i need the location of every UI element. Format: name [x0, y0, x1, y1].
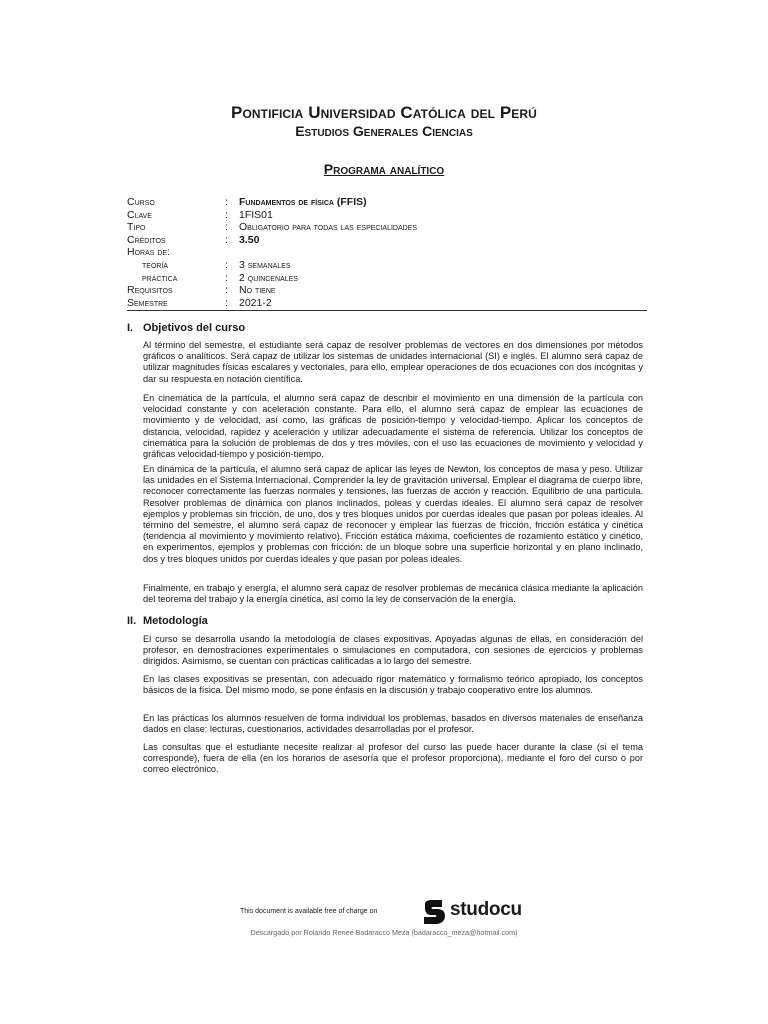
info-value: 1FIS01: [239, 208, 273, 221]
info-row-tipo: Tipo : Obligatorio para todas las especialidades: [127, 221, 418, 234]
info-row-teoria: teoría : 3 semanales: [127, 259, 647, 272]
info-label: Horas de:: [127, 246, 170, 259]
info-value: 3 semanales: [239, 258, 291, 271]
info-row-curso: Curso : Fundamentos de física (FFIS): [127, 196, 367, 208]
studocu-logo-icon[interactable]: [418, 900, 448, 926]
section-heading-metodologia: II. Metodología: [127, 615, 208, 627]
info-label: Curso: [127, 196, 155, 208]
info-row-horas: [127, 246, 647, 259]
paragraph: Al término del semestre, el estudiante será capaz de resolver problemas de vectores en dos dimensiones por métodos gráficos o analíticos. Será capaz de utilizar los sistemas de unidades internacional (SI) e inglés. El alumno será capaz de utilizar magnitudes físicas escalares y vectoriales, para ello, emplear operaciones de dos ecuaciones con dos incógnitas y dar su respuesta en notación científica.: [143, 340, 643, 384]
info-value: 3.50: [239, 233, 260, 246]
paragraph: En las clases expositivas se presentan, con adecuado rigor matemático y formalismo teórico apropiado, los conceptos básicos de la física. Del mismo modo, se pone énfasis en la discusión y trabajo cooperativo entre los alumnos.: [143, 674, 643, 696]
program-title: Programa analítico: [323, 161, 445, 177]
download-note: Descargado por Rolando Renee Badaracco Meza (badaracco_meza@hotmail.com): [250, 928, 518, 937]
info-value: No tiene: [239, 284, 276, 297]
paragraph: En las prácticas los alumnos resuelven de forma individual los problemas, basados en diversos materiales de enseñanza dados en clase: lecturas, cuestionarios, actividades desarrolladas por el profesor.: [143, 713, 643, 735]
info-label: Requisitos: [127, 284, 173, 297]
info-label: teoría: [142, 258, 169, 271]
university-title: Pontificia Universidad Católica del Perú: [231, 103, 537, 122]
info-value: 2021-2: [239, 296, 272, 309]
studocu-footer: [0, 898, 768, 928]
info-row-practica: práctica : 2 quincenales: [127, 272, 647, 285]
info-row-requisitos: Requisitos : No tiene: [127, 284, 276, 297]
info-row-semestre: Semestre : 2021-2: [127, 296, 272, 309]
info-label: Clave: [127, 208, 152, 221]
info-value: 2 quincenales: [239, 271, 298, 284]
course-info-table: [127, 196, 647, 311]
info-label: Créditos: [127, 233, 166, 246]
availability-note: This document is available free of charge on: [240, 908, 378, 915]
info-label: Tipo: [127, 221, 146, 234]
faculty-title: Estudios Generales Ciencias: [295, 123, 473, 139]
paragraph: Finalmente, en trabajo y energía, el alumno será capaz de resolver problemas de mecánica clásica mediante la aplicación del teorema del trabajo y la energía cinética, así como la ley de conservación de la energía.: [143, 583, 643, 605]
info-value: Obligatorio para todas las especialidades: [239, 221, 418, 234]
paragraph: Las consultas que el estudiante necesite realizar al profesor del curso las puede hacer durante la clase (si el tema corresponde), fuera de ella (en los horarios de asesoría que el profesor proporciona), mediante el foro del curso o por correo electrónico.: [143, 742, 643, 775]
info-row-creditos: Créditos : 3.50: [127, 233, 260, 246]
paragraph: El curso se desarrolla usando la metodología de clases expositivas. Apoyadas algunas de ellas, en consideración del profesor, en demostraciones experimentales o simulaciones en computadora, con sesiones de ejercicios y problemas dirigidos. Asimismo, se cuentan con prácticas calificadas a lo largo del semestre.: [143, 634, 643, 667]
section-heading-objetivos: I. Objetivos del curso: [127, 322, 246, 334]
paragraph: En cinemática de la partícula, el alumno será capaz de describir el movimiento en una dimensión de la partícula con velocidad constante y con aceleración constante. Para ello, el alumno será capaz de emplear las ecuaciones de movimiento y de velocidad, así como, las gráficas de posición-tiempo y velocidad-tiempo. Aplicar los conceptos de distancia, velocidad, rapidez y aceleración y utilizar adecuadamente el sistema de referencia. Utilizar los conceptos de cinemática para la solución de problemas de dos y tres móviles, con el uso las ecuaciones de movimiento y velocidad y gráficas velocidad-tiempo y posición-tiempo.: [143, 393, 643, 460]
info-row-clave: Clave : 1FIS01: [127, 208, 273, 221]
info-label: Semestre: [127, 296, 168, 309]
info-label: práctica: [142, 271, 178, 284]
studocu-brand[interactable]: studocu: [450, 899, 522, 920]
info-value: Fundamentos de física (FFIS): [239, 196, 367, 208]
paragraph: En dinámica de la partícula, el alumno será capaz de aplicar las leyes de Newton, los conceptos de masa y peso. Utilizar las unidades en el Sistema Internacional. Comprender la ley de gravitación universal. Emplear el diagrama de cuerpo libre, reconocer correctamente las fuerzas normales y tensiones, las fuerzas de acción y reacción. Equilibrio de una partícula. Resolver problemas de dinámica con planos inclinados, poleas y cuerdas ideales. El alumno será capaz de resolver ejemplos y problemas sin fricción, de uno, dos y tres bloques unidos por cuerdas ideales que pasan por poleas ideales. Al término del semestre, el alumno será capaz de reconocer y emplear las fuerzas de fricción, fricción estática y cinética (tendencia al movimiento y movimiento relativo). Fricción estática máxima, coeficientes de rozamiento estático y cinético, en experimentos, ejemplos y problemas con fricción: de un bloque sobre una superficie horizontal y en plano inclinado, dos y tres bloques unidos por cuerdas ideales y que pasan por poleas ideales.: [143, 464, 643, 564]
